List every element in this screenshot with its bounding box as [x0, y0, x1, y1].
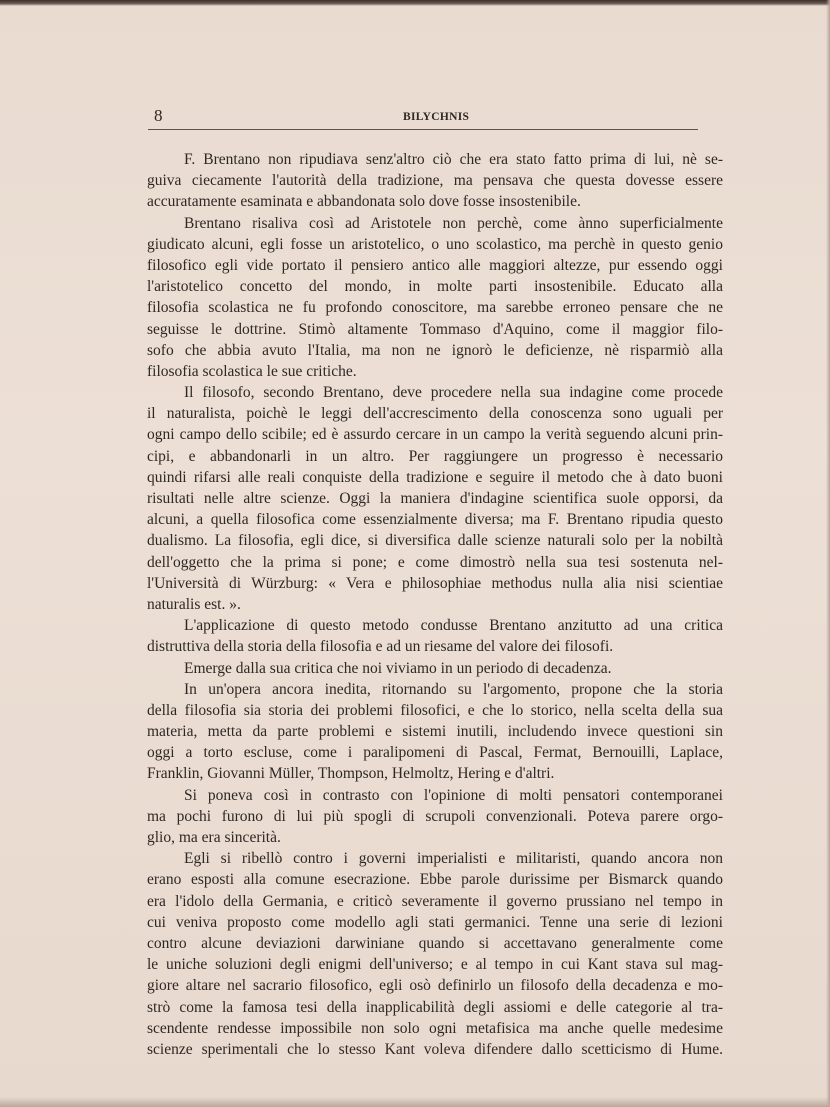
text-line: accuratamente esaminata e abbandonata solo dove fosse insostenibile.: [147, 193, 581, 211]
text-line: In un'opera ancora inedita, ritornando su l'argomento, propone che la storia: [184, 680, 723, 698]
text-line: scendente rendesse impossibile non solo ogni metafisica ma anche quelle medesime: [147, 1019, 723, 1037]
text-line: Si poneva così in contrasto con l'opinione di molti pensatori contemporanei: [184, 786, 723, 804]
text-line: distruttiva della storia della filosofia e ad un riesame del valore dei filosofi.: [147, 638, 614, 656]
text-line: glio, ma era sincerità.: [147, 829, 281, 846]
text-line: oggi a torto escluse, come i paralipomeni di Pascal, Fermat, Bernouilli, Laplace,: [147, 744, 723, 762]
text-line: sofo che abbia avuto l'Italia, ma non ne ignorò le deficienze, nè risparmiò alla: [147, 341, 723, 359]
text-line: risultati nelle altre scienze. Oggi la maniera d'indagine scientifica suole opporsi, da: [147, 490, 723, 507]
page-top-edge: [0, 0, 830, 6]
text-line: il naturalista, poichè le leggi dell'accrescimento della conoscenza sono uguali per: [147, 405, 723, 423]
text-line: Il filosofo, secondo Brentano, deve procedere nella sua indagine come procede: [184, 384, 723, 402]
text-line: l'aristotelico concetto del mondo, in molte parti insostenibile. Educato alla: [147, 278, 723, 296]
page-number: 8: [154, 106, 163, 125]
text-line: cipi, e abbandonarli in un altro. Per raggiungere un progresso è necessario: [147, 447, 723, 465]
text-line: contro alcune deviazioni darwiniane quando si accettavano generalmente come: [147, 934, 723, 952]
text-line: alcuni, a quella filosofica come essenzialmente diversa; ma F. Brentano ripudia questo: [147, 511, 723, 529]
text-line: naturalis est. ».: [147, 595, 241, 613]
text-line: Franklin, Giovanni Müller, Thompson, Helmoltz, Hering e d'altri.: [147, 765, 555, 783]
text-line: filosofia scolastica le sue critiche.: [147, 362, 357, 380]
page-header: [148, 106, 698, 128]
text-line: seguisse le dottrine. Stimò altamente Tommaso d'Aquino, come il maggior filo-: [147, 320, 723, 338]
text-line: F. Brentano non ripudiava senz'altro ciò che era stato fatto prima di lui, nè se-: [184, 151, 723, 168]
page-right-edge: [826, 0, 830, 1107]
text-line: dell'oggetto che la prima si pone; e come dimostrò nella sua tesi sostenuta nel-: [147, 553, 723, 571]
text-line: dualismo. La filosofia, egli dice, si diversifica dalle scienze naturali solo per la nobiltà: [147, 532, 723, 550]
text-line: strò come la famosa tesi della inapplicabilità degli assiomi e delle categorie al tra-: [147, 998, 723, 1016]
header-rule: [148, 129, 698, 130]
text-line: materia, metta da parte problemi e sistemi inutili, includendo invece questioni sin: [147, 723, 723, 741]
text-line: erano esposti alla comune esecrazione. Ebbe parole durissime per Bismarck quando: [147, 871, 723, 889]
text-line: le uniche soluzioni degli enigmi dell'universo; e al tempo in cui Kant stava sul mag-: [147, 956, 723, 974]
text-line: L'applicazione di questo metodo condusse Brentano anzitutto ad una critica: [184, 617, 723, 635]
text-line: della filosofia sia storia dei problemi filosofici, e che lo storico, nella scelta della sua: [147, 701, 723, 719]
text-line: giudicato alcuni, egli fosse un aristotelico, o uno scolastico, ma perchè in questo genio: [147, 235, 723, 253]
body-text: [147, 149, 723, 1060]
text-line: cui veniva proposto come modello agli stati germanici. Tenne una serie di lezioni: [147, 913, 723, 931]
text-line: giore altare nel sacrario filosofico, egli osò definirlo un filosofo della decadenza e mo-: [147, 977, 723, 995]
text-line: ma pochi furono di lui più spogli di scrupoli convenzionali. Poteva parere orgo-: [147, 807, 723, 825]
text-line: l'Università di Würzburg: « Vera e philosophiae methodus nulla alia nisi scientiae: [147, 574, 723, 592]
page-bottom-edge: [0, 1097, 830, 1107]
text-line: Brentano risaliva così ad Aristotele non perchè, come ànno superficialmente: [184, 214, 723, 232]
text-line: ogni campo dello scibile; ed è assurdo cercare in un campo la verità seguendo alcuni prin-: [147, 426, 723, 444]
text-line: era l'idolo della Germania, e criticò severamente il governo prussiano nel tempo in: [147, 892, 723, 910]
text-line: filosofia scolastica ne fu profondo conoscitore, ma sarebbe erroneo pensare che ne: [147, 299, 723, 317]
text-line: quindi rifarsi alle reali conquiste della tradizione e seguire il metodo che à dato buoni: [147, 468, 723, 486]
text-line: Egli si ribellò contro i governi imperialisti e militaristi, quando ancora non: [184, 850, 723, 868]
text-line: filosofico egli vide portato il pensiero antico alle maggiori altezze, pur essendo oggi: [147, 256, 723, 274]
text-line: scienze sperimentali che lo stesso Kant voleva difendere dallo scetticismo di Hume.: [147, 1040, 723, 1058]
text-line: Emerge dalla sua critica che noi viviamo in un periodo di decadenza.: [184, 659, 612, 677]
running-title: BILYCHNIS: [403, 111, 470, 123]
text-line: guiva ciecamente l'autorità della tradizione, ma pensava che questa dovesse essere: [147, 172, 723, 190]
